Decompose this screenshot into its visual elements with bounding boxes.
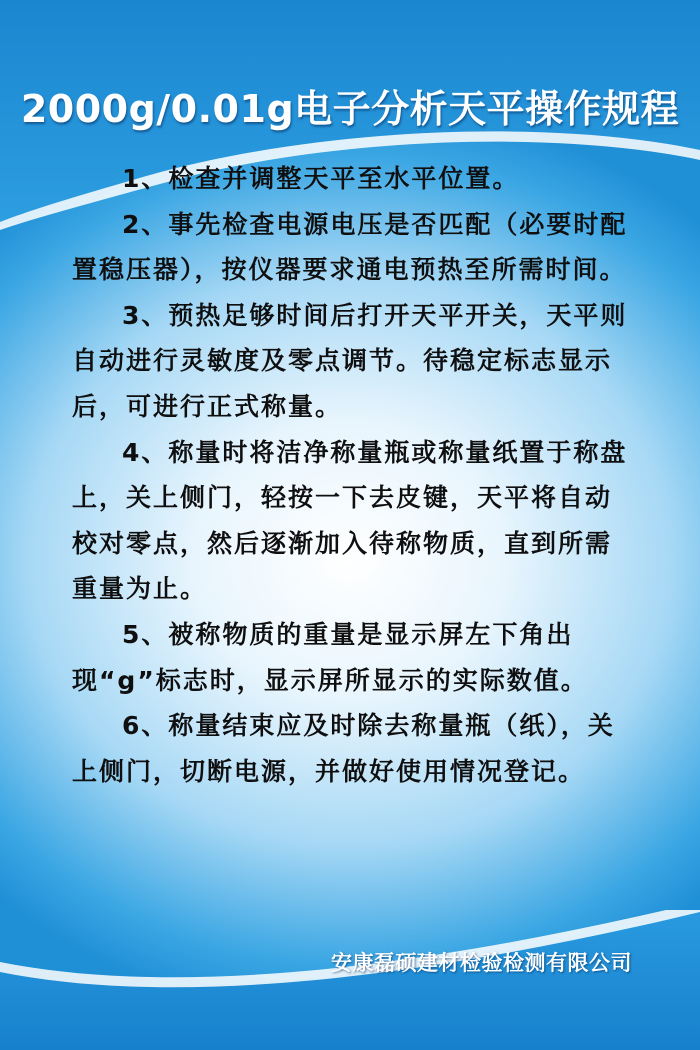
page-title: 2000g/0.01g电子分析天平操作规程 xyxy=(20,87,680,131)
step-4: 4、称量时将洁净称量瓶或称量纸置于称盘上，关上侧门，轻按一下去皮键，天平将自动校对零点，然后逐渐加入待称物质，直到所需重量为止。 xyxy=(72,437,628,604)
company-name: 安康磊硕建材检验检测有限公司 xyxy=(331,951,632,975)
step-6: 6、称量结束应及时除去称量瓶（纸），关上侧门，切断电源，并做好使用情况登记。 xyxy=(72,711,615,786)
step-1: 1、检查并调整天平至水平位置。 xyxy=(122,164,520,193)
step-3: 3、预热足够时间后打开天平开关，天平则自动进行灵敏度及零点调节。待稳定标志显示后，可进行正式称量。 xyxy=(72,300,628,421)
step-2: 2、事先检查电源电压是否匹配（必要时配置稳压器），按仪器要求通电预热至所需时间。 xyxy=(72,209,628,285)
bottom-wave-band xyxy=(0,910,700,1050)
step-5: 5、被称物质的重量是显示屏左下角出现“g”标志时，显示屏所显示的实际数值。 xyxy=(72,619,588,695)
procedure-content xyxy=(72,156,632,794)
